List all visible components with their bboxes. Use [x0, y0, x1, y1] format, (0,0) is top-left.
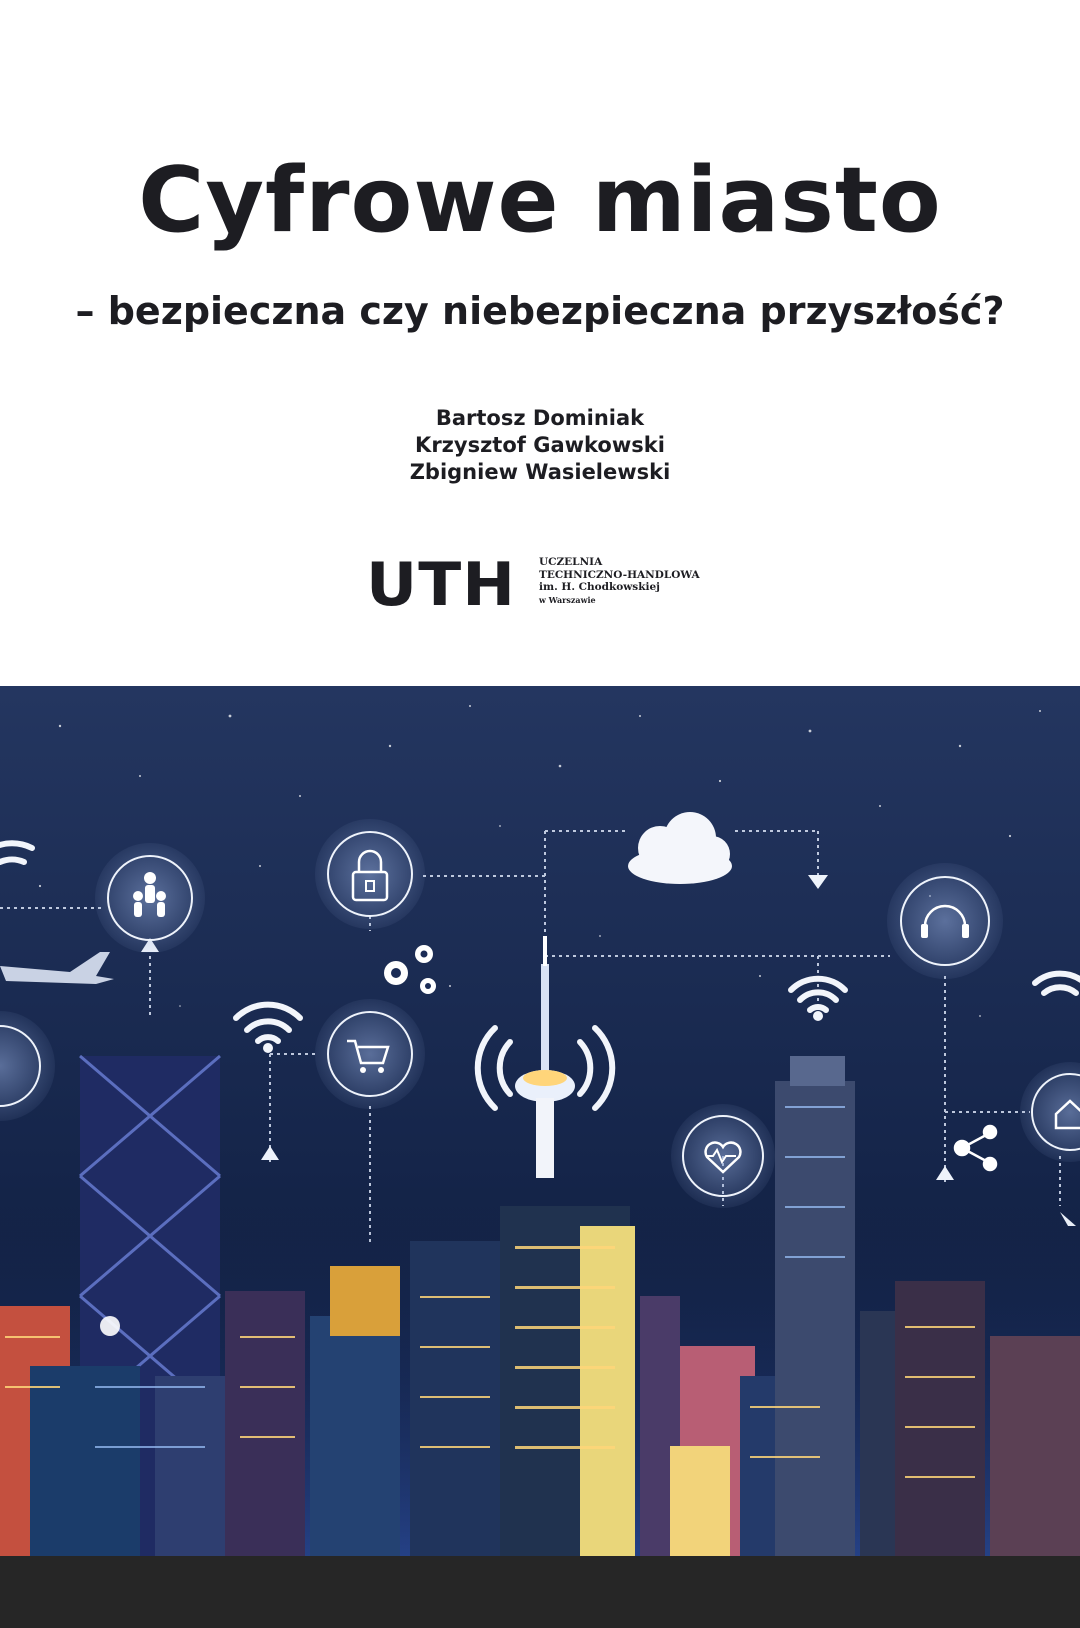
author-name: Zbigniew Wasielewski — [409, 460, 671, 484]
headset-icon — [887, 863, 1003, 979]
lock-icon — [315, 819, 425, 929]
author-name: Bartosz Dominiak — [435, 406, 645, 430]
publisher-line: im. H. Chodkowskiej — [539, 581, 660, 593]
heartbeat-icon — [671, 1104, 775, 1208]
publisher-logo-mark: UTH — [366, 550, 517, 620]
publisher-line: UCZELNIA — [539, 556, 603, 568]
publisher-name — [539, 556, 700, 606]
publisher-line: TECHNICZNO-HANDLOWA — [539, 568, 700, 581]
publisher-line: w Warszawie — [539, 594, 596, 605]
shopping-cart-icon — [315, 999, 425, 1109]
author-list — [0, 405, 1080, 486]
author-name: Krzysztof Gawkowski — [415, 433, 665, 457]
book-subtitle: – bezpieczna czy niebezpieczna przyszłość? — [75, 289, 1005, 333]
bottom-band — [0, 1556, 1080, 1628]
book-title: Cyfrowe miasto — [138, 148, 942, 253]
cover-illustration — [0, 686, 1080, 1556]
people-icon — [95, 843, 205, 953]
